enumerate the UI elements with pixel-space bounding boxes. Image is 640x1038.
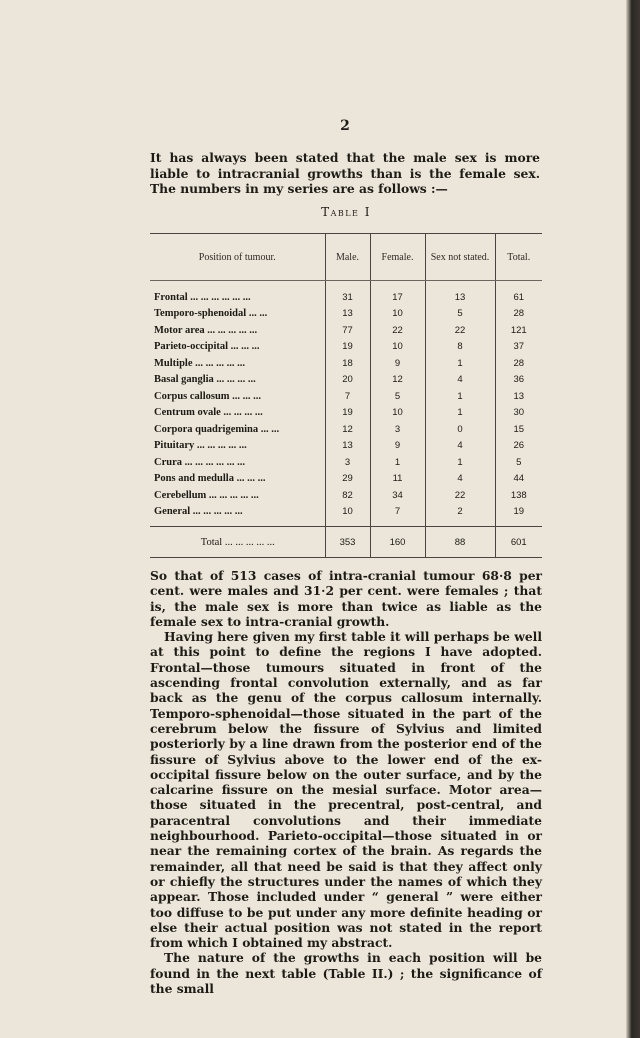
row-position: Corpus callosum ... ... ...	[150, 388, 325, 405]
row-male: 19	[325, 405, 370, 422]
row-not-stated: 8	[425, 339, 495, 356]
row-female: 9	[370, 355, 425, 372]
header-sex-not-stated: Sex not stated.	[425, 234, 495, 281]
row-position: Cerebellum ... ... ... ... ...	[150, 487, 325, 504]
row-female: 7	[370, 504, 425, 527]
row-total: 138	[510, 489, 527, 501]
row-total: 26	[513, 440, 525, 452]
row-not-stated: 5	[425, 306, 495, 323]
total-male: 353	[325, 527, 370, 558]
row-position: Pituitary ... ... ... ... ...	[150, 438, 325, 455]
row-total: 15	[513, 423, 525, 435]
row-female: 12	[370, 372, 425, 389]
row-male: 77	[325, 322, 370, 339]
table-row	[150, 421, 542, 438]
row-position: Parieto-occipital ... ... ...	[150, 339, 325, 356]
header-female: Female.	[370, 234, 425, 281]
row-not-stated: 22	[425, 487, 495, 504]
paragraph: So that of 513 cases of intra-cranial tumour 68·8 per cent. were males and 31·2 per cent. were females ; that is, the male sex is more than twice as liable as the female sex to intra-cranial growth.	[150, 568, 542, 629]
row-position: Centrum ovale ... ... ... ...	[150, 405, 325, 422]
row-not-stated: 1	[425, 388, 495, 405]
row-position: Frontal ... ... ... ... ... ...	[150, 281, 325, 306]
table-row	[150, 388, 542, 405]
table-row	[150, 339, 542, 356]
row-total: 28	[513, 357, 525, 369]
header-total: Total.	[495, 234, 542, 281]
row-position: Basal ganglia ... ... ... ...	[150, 372, 325, 389]
row-total: 37	[513, 341, 525, 353]
row-position: Pons and medulla ... ... ...	[150, 471, 325, 488]
row-total: 19	[513, 506, 525, 518]
table-row	[150, 355, 542, 372]
table-row	[150, 281, 542, 306]
row-not-stated: 0	[425, 421, 495, 438]
row-male: 13	[325, 438, 370, 455]
intro-paragraph: It has always been stated that the male sex is more liable to intracranial growths than is the female sex. The numbers in my series are as follows :—	[150, 150, 540, 197]
table-total-row	[150, 527, 542, 558]
table-header-row	[150, 234, 542, 281]
row-male: 18	[325, 355, 370, 372]
row-position: Multiple ... ... ... ... ...	[150, 355, 325, 372]
table-row	[150, 372, 542, 389]
row-position: Temporo-sphenoidal ... ...	[150, 306, 325, 323]
table-row	[150, 471, 542, 488]
row-not-stated: 22	[425, 322, 495, 339]
row-total: 121	[510, 324, 527, 336]
total-not-stated: 88	[425, 527, 495, 558]
total-total: 601	[495, 527, 542, 558]
row-not-stated: 4	[425, 438, 495, 455]
row-male: 10	[325, 504, 370, 527]
body-text	[150, 568, 542, 996]
row-female: 10	[370, 339, 425, 356]
row-female: 22	[370, 322, 425, 339]
row-male: 20	[325, 372, 370, 389]
paragraph: The nature of the growths in each position will be found in the next table (Table II.) ; the significance of the small	[150, 950, 542, 997]
row-not-stated: 1	[425, 405, 495, 422]
table-row	[150, 405, 542, 422]
row-position: Motor area ... ... ... ... ...	[150, 322, 325, 339]
row-female: 10	[370, 405, 425, 422]
row-total: 44	[513, 473, 525, 485]
row-male: 12	[325, 421, 370, 438]
table-row	[150, 438, 542, 455]
page-number: 2	[340, 118, 350, 134]
table-row	[150, 322, 542, 339]
row-male: 7	[325, 388, 370, 405]
row-total: 28	[513, 308, 525, 320]
row-position: Crura ... ... ... ... ... ...	[150, 454, 325, 471]
row-male: 3	[325, 454, 370, 471]
total-label: Total ... ... ... ... ...	[150, 527, 325, 558]
table-row	[150, 306, 542, 323]
paragraph: Having here given my first table it will perhaps be well at this point to define the regions I have adopted. Frontal—those tumours situated in front of the ascending frontal convolution externally, and as far back as the genu of the corpus callosum internally. Temporo-sphenoidal—those situated in the part of the cerebrum below the fissure of Sylvius and limited posteriorly by a line drawn from the posterior end of the fissure of Sylvius above to the lower end of the ex-occipital fissure below on the outer surface, and by the calcarine fissure on the mesial surface. Motor area—those situated in the precentral, post-central, and paracentral convolutions and their immediate neighbourhood. Parieto-occipital—those situated in or near the remaining cortex of the brain. As regards the remainder, all that need be said is that they affect only or chiefly the structures under the names of which they appear. Those included under “ general ” were either too diffuse to be put under any more definite heading or else their actual position was not stated in the report from which I obtained my abstract.	[150, 629, 542, 951]
header-position: Position of tumour.	[150, 234, 325, 281]
row-male: 19	[325, 339, 370, 356]
table-row	[150, 487, 542, 504]
row-female: 5	[370, 388, 425, 405]
row-female: 1	[370, 454, 425, 471]
header-male: Male.	[325, 234, 370, 281]
row-total: 30	[513, 407, 525, 419]
table-row	[150, 504, 542, 527]
row-position: General ... ... ... ... ...	[150, 504, 325, 527]
row-total: 13	[513, 390, 525, 402]
row-not-stated: 4	[425, 471, 495, 488]
row-not-stated: 13	[425, 281, 495, 306]
table-row	[150, 454, 542, 471]
row-female: 10	[370, 306, 425, 323]
row-male: 31	[325, 281, 370, 306]
row-female: 11	[370, 471, 425, 488]
row-male: 82	[325, 487, 370, 504]
row-not-stated: 2	[425, 504, 495, 527]
row-total: 36	[513, 374, 525, 386]
row-male: 29	[325, 471, 370, 488]
total-female: 160	[370, 527, 425, 558]
row-not-stated: 1	[425, 454, 495, 471]
row-female: 17	[370, 281, 425, 306]
table-title: Table I	[321, 205, 371, 219]
row-position: Corpora quadrigemina ... ...	[150, 421, 325, 438]
row-female: 34	[370, 487, 425, 504]
row-total: 61	[513, 291, 525, 303]
row-male: 13	[325, 306, 370, 323]
row-not-stated: 1	[425, 355, 495, 372]
row-total: 5	[516, 456, 522, 468]
row-not-stated: 4	[425, 372, 495, 389]
row-female: 3	[370, 421, 425, 438]
row-female: 9	[370, 438, 425, 455]
page-edge	[626, 0, 640, 1038]
tumour-table	[150, 233, 542, 558]
